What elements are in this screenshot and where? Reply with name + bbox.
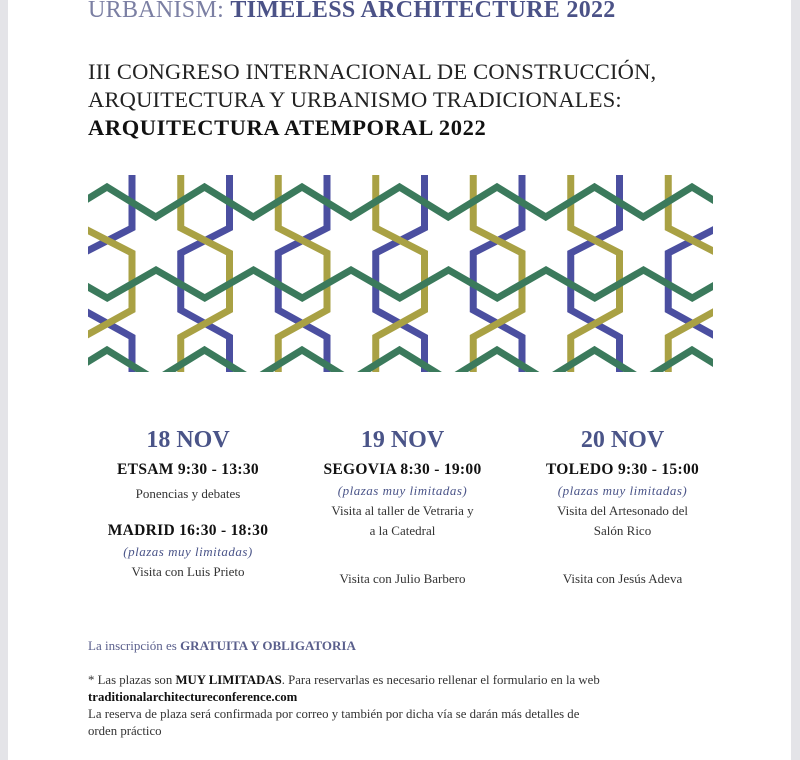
day-column-19	[300, 425, 505, 589]
footnote-line3: La reserva de plaza será confirmada por correo y también por dicha vía se darán más detalles de	[88, 707, 580, 721]
footnote-line1	[88, 672, 728, 689]
session-guide: Visita con Jesús Adeva	[562, 571, 683, 586]
session-description: Visita al taller de Vetraria y	[331, 503, 474, 518]
session-description: Visita con Luis Prieto	[131, 564, 245, 579]
session-description: a la Catedral	[369, 523, 436, 538]
day-column-20	[520, 425, 725, 589]
spanish-title	[88, 58, 656, 142]
footnote-line4: orden práctico	[88, 724, 162, 738]
session-place-time: TOLEDO 9:30 - 15:00	[545, 461, 700, 478]
spanish-title-line1: III CONGRESO INTERNACIONAL DE CONSTRUCCIÓN,	[88, 59, 657, 84]
limited-places-note: (plazas muy limitadas)	[123, 544, 253, 559]
english-title	[88, 0, 616, 24]
registration-note	[88, 638, 356, 654]
footnote-prefix: * Las plazas son	[88, 673, 173, 687]
english-title-main: TIMELESS ARCHITECTURE 2022	[230, 0, 616, 23]
day-date: 18 NOV	[146, 427, 230, 453]
session-description: Salón Rico	[593, 523, 652, 538]
session-place-time: SEGOVIA 8:30 - 19:00	[323, 461, 482, 478]
footnote-suffix: . Para reservarlas es necesario rellenar el formulario en la web	[281, 673, 600, 687]
spanish-title-line2: ARQUITECTURA Y URBANISMO TRADICIONALES:	[88, 87, 622, 112]
session-place-time: ETSAM 9:30 - 13:30	[117, 461, 259, 478]
day-column-18	[88, 425, 288, 582]
limited-places-note: (plazas muy limitadas)	[557, 483, 688, 498]
website-link[interactable]	[88, 689, 728, 706]
day-date: 20 NOV	[580, 427, 665, 453]
session-guide: Visita con Julio Barbero	[339, 571, 466, 586]
footnotes	[88, 672, 728, 740]
footnote-bold: MUY LIMITADAS	[175, 673, 282, 687]
limited-places-note: (plazas muy limitadas)	[337, 483, 468, 498]
english-title-prefix: URBANISM:	[88, 0, 225, 23]
spanish-title-line3: ARQUITECTURA ATEMPORAL 2022	[88, 115, 487, 140]
registration-emphasis: GRATUITA Y OBLIGATORIA	[180, 638, 356, 653]
session-place-time: MADRID 16:30 - 18:30	[107, 522, 269, 539]
session-description: Ponencias y debates	[135, 486, 241, 501]
geometric-pattern-image	[88, 175, 713, 372]
registration-prefix: La inscripción es	[88, 638, 177, 653]
website-text[interactable]: traditionalarchitectureconference.com	[88, 690, 298, 704]
session-description: Visita del Artesonado del	[557, 503, 688, 518]
day-date: 19 NOV	[360, 427, 445, 453]
